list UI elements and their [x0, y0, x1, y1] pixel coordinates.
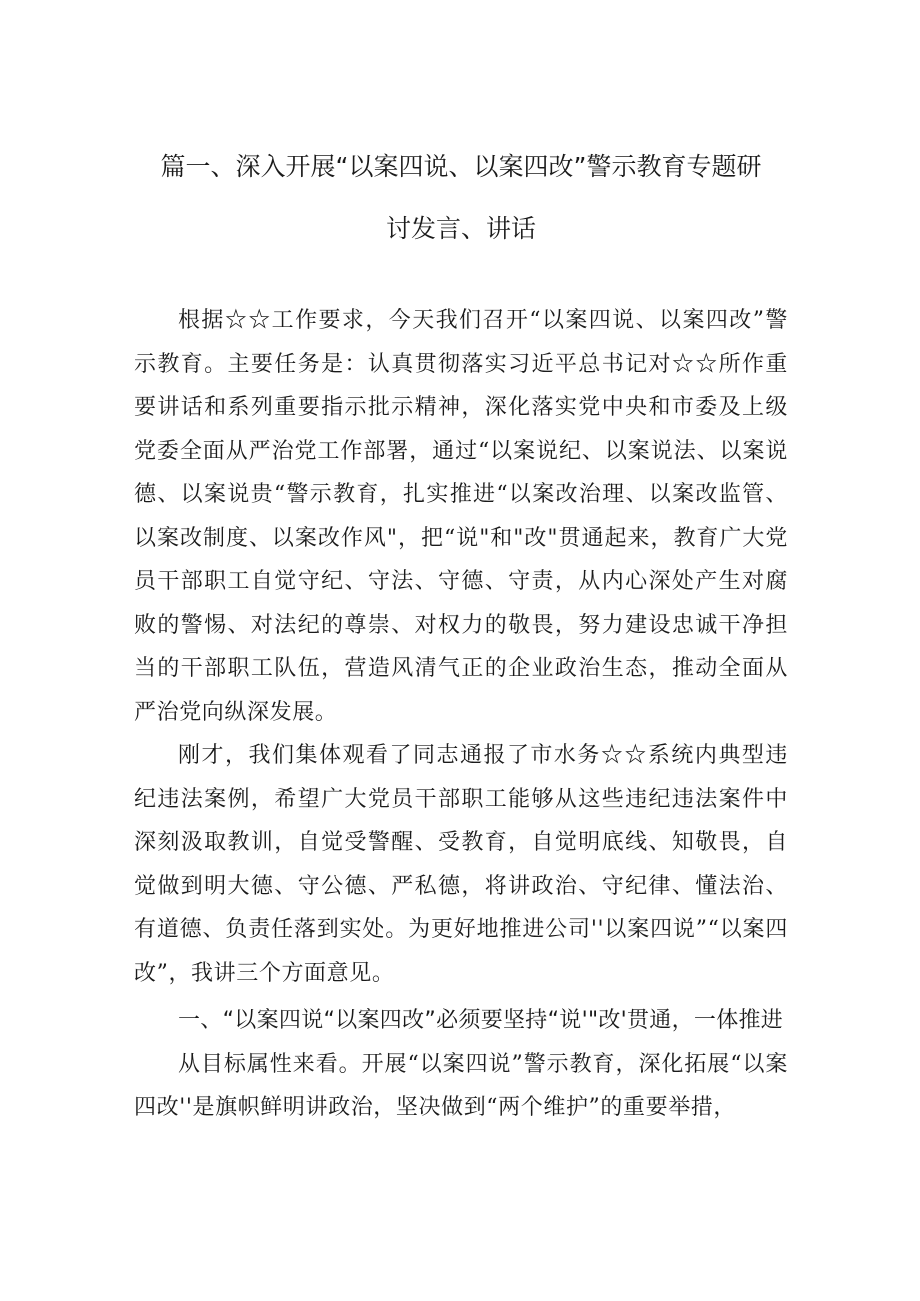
- section-heading-1: 一、“以案四说“以案四改”必须要坚持“说'"改'贯通，一体推进: [178, 1008, 784, 1033]
- paragraph-1: 根据☆☆工作要求，今天我们召开“以案四说、以案四改”警示教育。主要任务是：认真贯彻落实习近平总书记对☆☆所作重要讲话和系列重要指示批示精神，深化落实党中央和市委及上级党委全面从严治党工作部署，通过“以案说纪、以案说法、以案说德、以案说贵“警示教育，扎实推进“以案改治理、以案改监管、以案改制度、以案改作风"，把“说"和"改"贯通起来，教育广大党员干部职工自觉守纪、守法、守德、守责，从内心深处产生对腐败的警惕、对法纪的尊崇、对权力的敬畏，努力建设忠诚干净担当的干部职工队伍，营造风清气正的企业政治生态，推动全面从严治党向纵深发展。: [134, 308, 788, 725]
- title-line-2: 讨发言、讲话: [385, 214, 536, 243]
- title-line-1: 篇一、深入开展“以案四说、以案四改”警示教育专题研: [160, 152, 762, 181]
- paragraph-2: 刚才，我们集体观看了同志通报了市水务☆☆系统内典型违纪违法案例，希望广大党员干部职工能够从这些违纪违法案件中深刻汲取教训，自觉受警醒、受教育，自觉明底线、知敬畏，自觉做到明大德、守公德、严私德，将讲政治、守纪律、懂法治、有道德、负责任落到实处。为更好地推进公司''以案四说”“以案四改”，我讲三个方面意见。: [134, 743, 788, 986]
- document-title: [134, 136, 788, 260]
- paragraph-3: 从目标属性来看。开展“以案四说”警示教育，深化拓展“以案四改''是旗帜鲜明讲政治，坚决做到“两个维护”的重要举措，: [134, 1051, 788, 1120]
